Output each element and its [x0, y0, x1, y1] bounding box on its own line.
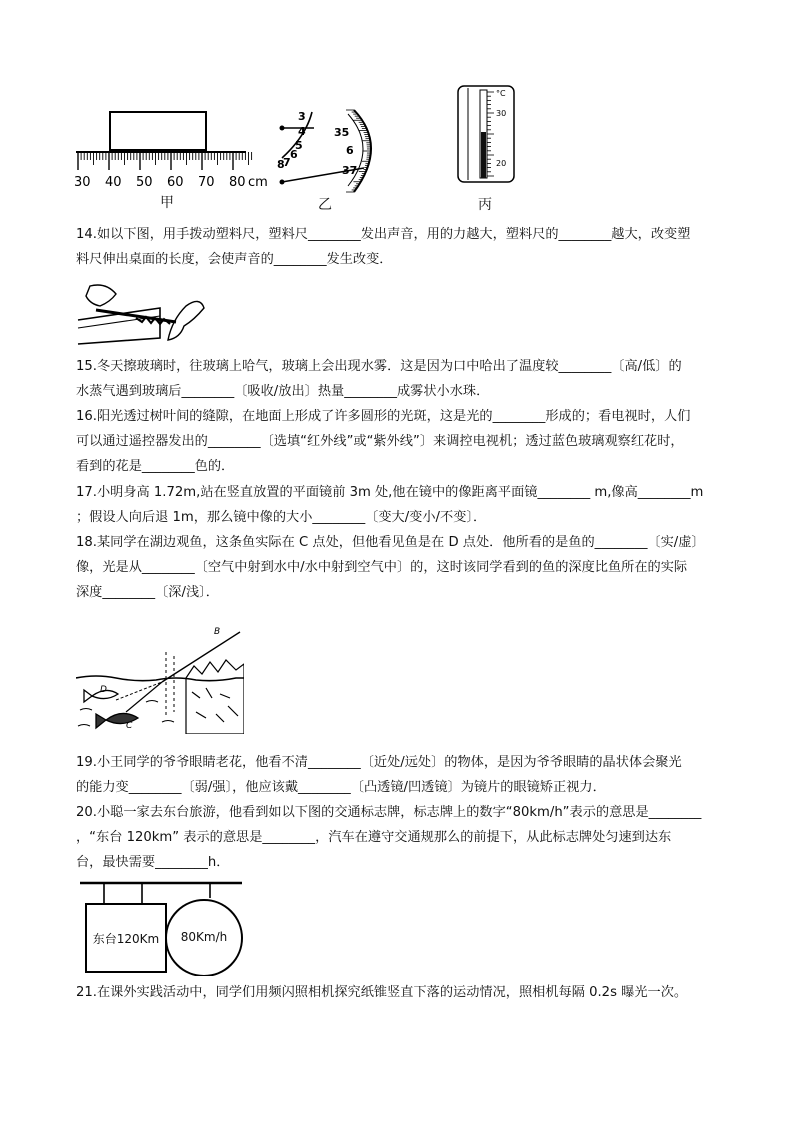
question-18-line-2: 像，光是从________〔空气中射到水中/水中射到空气中〕的，这时该同学看到的鱼的深度比鱼所在的实际	[76, 560, 688, 575]
ruler-minor-ticks	[78, 152, 252, 170]
question-16	[76, 404, 726, 479]
question-14-line-2: 料尺伸出桌面的长度，会使声音的________发生改变．	[76, 252, 393, 267]
question-19-line-1: 19.小王同学的爷爷眼睛老花，他看不清________〔近处/远处〕的物体，是因为爷爷眼睛的晶状体会聚光	[76, 755, 682, 770]
thermometer-label-30: 30	[496, 109, 507, 118]
question-18-line-3: 深度________〔深/浅〕．	[76, 585, 219, 600]
shore-rocks	[186, 660, 244, 734]
ruler-label-30: 30	[74, 175, 91, 190]
question-14	[76, 222, 726, 272]
thermometer-label-20: 20	[496, 159, 507, 168]
stopwatch-figure	[276, 106, 396, 194]
mercury-column	[481, 132, 486, 178]
question-16-line-3: 看到的花是________色的．	[76, 459, 235, 474]
question-17-line-2: ；假设人向后退 1m，那么镜中像的大小________〔变大/变小/不变〕．	[76, 510, 487, 525]
speed-limit-text: 80Km/h	[180, 930, 228, 944]
question-19-line-2: 的能力变________〔弱/强〕，他应该戴________〔凸透镜/凹透镜〕为镜片的眼镜矫正视力．	[76, 780, 606, 795]
fish-image	[84, 690, 118, 702]
question-17	[76, 480, 726, 530]
ruler-unit: cm	[248, 175, 268, 190]
question-16-line-2: 可以通过遥控器发出的________〔选填“红外线”或“紫外线”〕来调控电视机；透过蓝色玻璃观察红花时，	[76, 434, 684, 449]
question-21-line-1: 21.在课外实践活动中，同学们用频闪照相机探究纸锥竖直下落的运动情况，照相机每隔 0.2s 曝光一次。	[76, 985, 688, 1000]
question-20-line-1: 20.小聪一家去东台旅游，他看到如以下图的交通标志牌，标志牌上的数字“80km/h”表示的意思是________	[76, 805, 702, 820]
ruler-label-80: 80	[229, 175, 246, 190]
ruler-label-70: 70	[198, 175, 215, 190]
distance-sign-text: 东台120Km	[92, 932, 160, 946]
thermometer-unit: °C	[496, 89, 506, 98]
ruler-figure	[70, 104, 270, 192]
dial-inner-5: 5	[295, 139, 303, 152]
question-15-line-1: 15.冬天擦玻璃时，往玻璃上哈气，玻璃上会出现水雾．这是因为口中哈出了温度较________〔高/低〕的	[76, 359, 682, 374]
ruler-label-40: 40	[105, 175, 122, 190]
caption-jia: 甲	[160, 195, 174, 211]
dial-inner-6: 6	[290, 148, 298, 161]
water-surface	[76, 676, 244, 681]
question-15-line-2: 水蒸气遇到玻璃后________〔吸收/放出〕热量________成雾状小水珠．	[76, 384, 490, 399]
label-C: C	[126, 721, 133, 731]
ray-virtual	[116, 682, 162, 700]
dial-outer-35: 35	[334, 126, 350, 139]
left-hand	[86, 285, 116, 306]
dial-inner-3: 3	[298, 110, 306, 123]
caption-bing: 丙	[478, 197, 492, 213]
question-19	[76, 750, 726, 800]
question-16-line-1: 16.阳光透过树叶间的缝隙，在地面上形成了许多圆形的光斑，这是光的________形成的；看电视时，人们	[76, 409, 691, 424]
thermometer-figure	[456, 84, 516, 184]
label-D: D	[100, 685, 107, 695]
ruler-label-50: 50	[136, 175, 153, 190]
dial-outer-37: 37	[342, 164, 358, 177]
block	[110, 112, 206, 150]
dial-inner-7: 7	[283, 156, 291, 169]
ray-in-water	[126, 682, 162, 712]
question-20	[76, 800, 726, 875]
fish-refraction-figure	[76, 622, 244, 734]
dial-outer-6: 6	[346, 144, 354, 157]
question-20-line-2: ，“东台 120km” 表示的意思是________，汽车在遵守交通规那么的前提下，从此标志牌处匀速到达东	[76, 830, 672, 845]
question-14-line-1: 14.如以下图，用手拨动塑料尺，塑料尺________发出声音，用的力越大，塑料尺的________越大，改变塑	[76, 227, 691, 242]
plastic-ruler-figure	[76, 280, 206, 346]
question-20-line-3: 台，最快需要________h．	[76, 855, 230, 870]
dial-inner-4: 4	[298, 125, 306, 138]
rock-texture	[192, 688, 238, 722]
question-15	[76, 354, 726, 404]
traffic-sign-figure	[78, 880, 244, 976]
question-18-line-1: 18.某同学在湖边观鱼，这条鱼实际在 C 点处，但他看见鱼是在 D 点处．他所看的是鱼的________〔实/虚〕	[76, 535, 705, 550]
ruler-label-60: 60	[167, 175, 184, 190]
question-18	[76, 530, 726, 605]
dial-inner-8: 8	[277, 158, 285, 171]
question-17-line-1: 17.小明身高 1.72m,站在竖直放置的平面镜前 3m 处,他在镜中的像距离平面镜________ m,像高________m	[76, 485, 704, 500]
question-21	[76, 980, 726, 1005]
caption-yi: 乙	[318, 197, 332, 213]
label-B: B	[214, 627, 221, 637]
